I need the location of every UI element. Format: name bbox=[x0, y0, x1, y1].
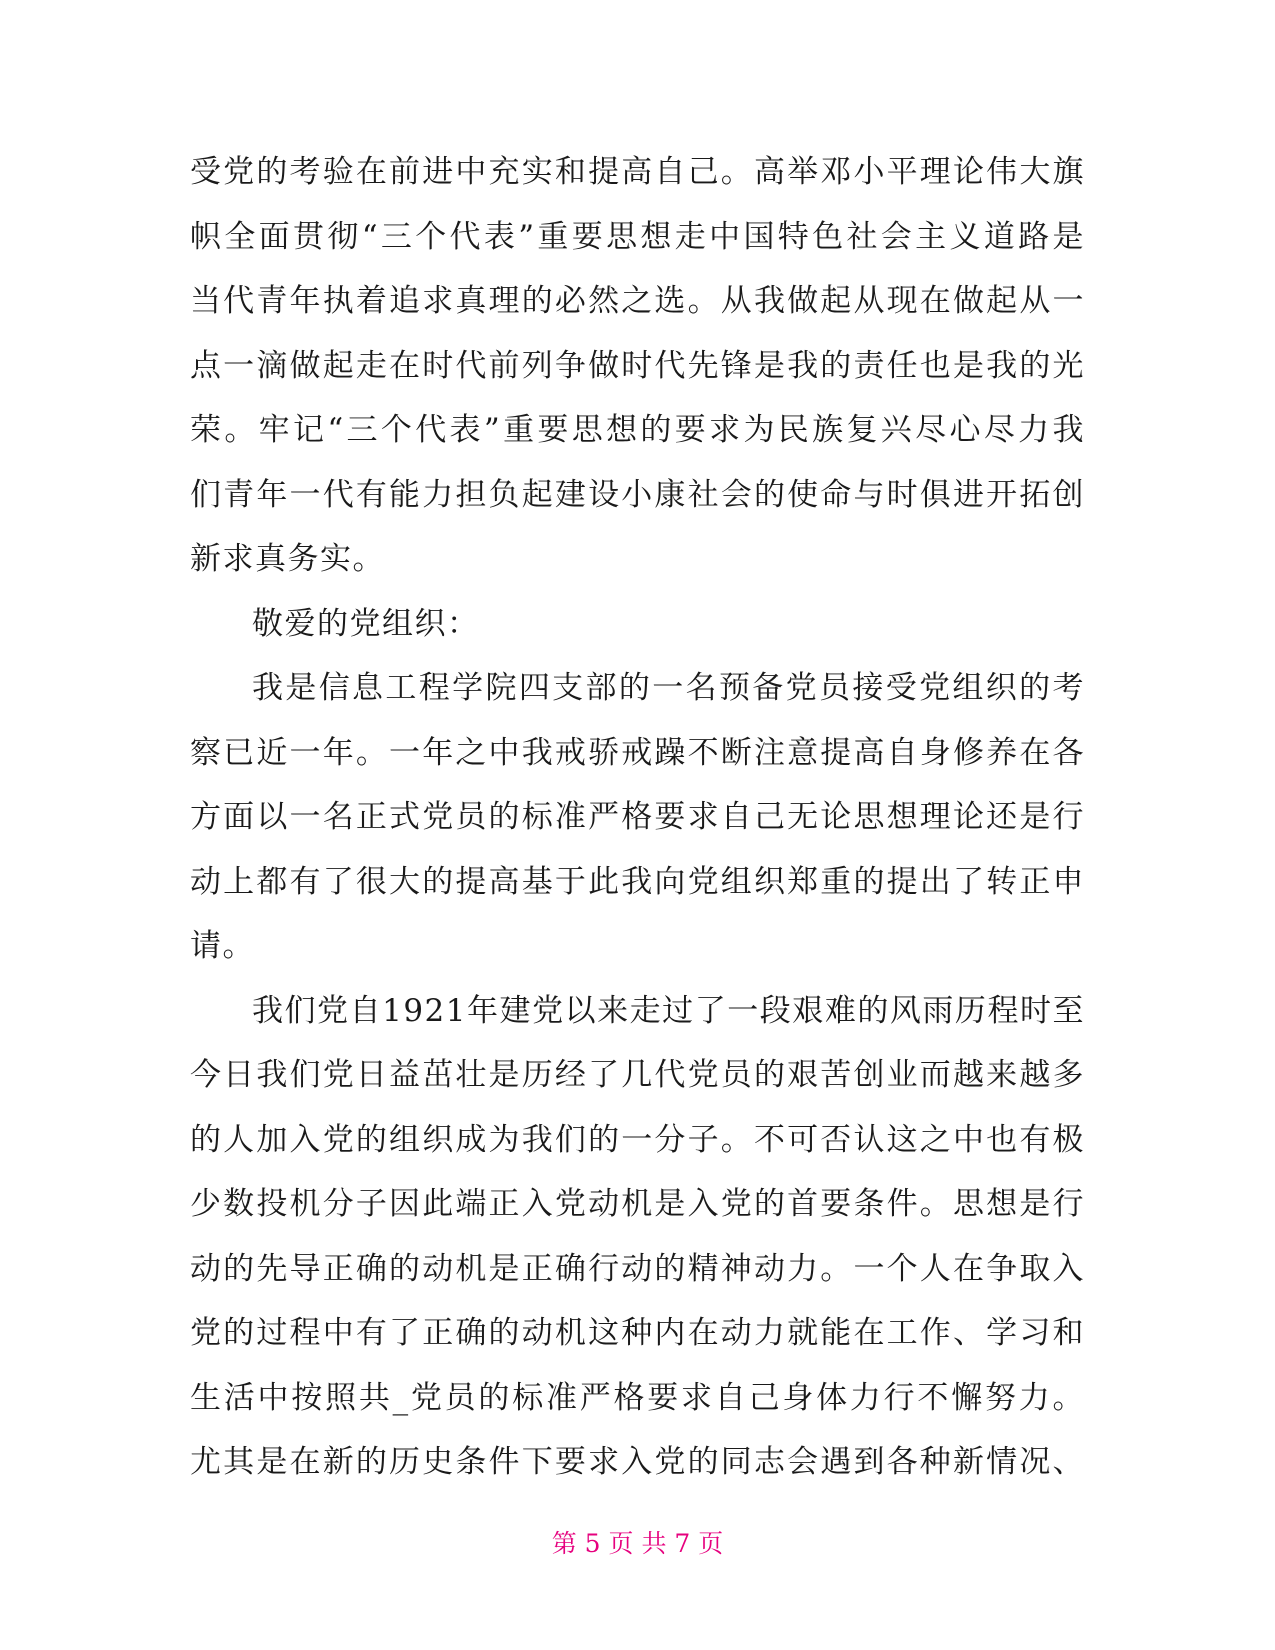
text-line: 我是信息工程学院四支部的一名预备党员接受党组织的考 bbox=[252, 670, 1085, 706]
salutation: 敬爱的党组织： bbox=[252, 605, 480, 642]
text-line: 动上都有了很大的提高基于此我向党组织郑重的提出了转正申 bbox=[190, 863, 1085, 900]
text-line: 当代青年执着追求真理的必然之选。从我做起从现在做起从一 bbox=[190, 283, 1085, 319]
text-line: 尤其是在新的历史条件下要求入党的同志会遇到各种新情况、 bbox=[190, 1444, 1085, 1480]
text-line: 动的先导正确的动机是正确行动的精神动力。一个人在争取入 bbox=[190, 1250, 1085, 1287]
text-line: 帜全面贯彻“三个代表”重要思想走中国特色社会主义道路是 bbox=[190, 218, 1085, 255]
text-line: 少数投机分子因此端正入党动机是入党的首要条件。思想是行 bbox=[190, 1186, 1085, 1222]
text-line: 受党的考验在前进中充实和提高自己。高举邓小平理论伟大旗 bbox=[190, 154, 1085, 190]
text-line: 的人加入党的组织成为我们的一分子。不可否认这之中也有极 bbox=[190, 1121, 1085, 1158]
text-line: 察已近一年。一年之中我戒骄戒躁不断注意提高自身修养在各 bbox=[190, 734, 1085, 771]
text-line: 我们党自1921年建党以来走过了一段艰难的风雨历程时至 bbox=[252, 992, 1085, 1029]
text-line: 生活中按照共_党员的标准严格要求自己身体力行不懈努力。 bbox=[190, 1379, 1085, 1416]
text-line: 方面以一名正式党员的标准严格要求自己无论思想理论还是行 bbox=[190, 799, 1085, 835]
text-line: 点一滴做起走在时代前列争做时代先锋是我的责任也是我的光 bbox=[190, 347, 1085, 384]
text-line: 新求真务实。 bbox=[190, 541, 385, 577]
text-line: 荣。牢记“三个代表”重要思想的要求为民族复兴尽心尽力我 bbox=[190, 412, 1085, 448]
text-line: 们青年一代有能力担负起建设小康社会的使命与时俱进开拓创 bbox=[190, 476, 1085, 513]
page-number-footer: 第 5 页 共 7 页 bbox=[551, 1529, 724, 1558]
text-line: 党的过程中有了正确的动机这种内在动力就能在工作、学习和 bbox=[190, 1315, 1085, 1351]
text-line: 今日我们党日益茁壮是历经了几代党员的艰苦创业而越来越多 bbox=[190, 1057, 1085, 1093]
text-line: 请。 bbox=[190, 928, 255, 964]
document-body bbox=[190, 140, 1085, 1495]
